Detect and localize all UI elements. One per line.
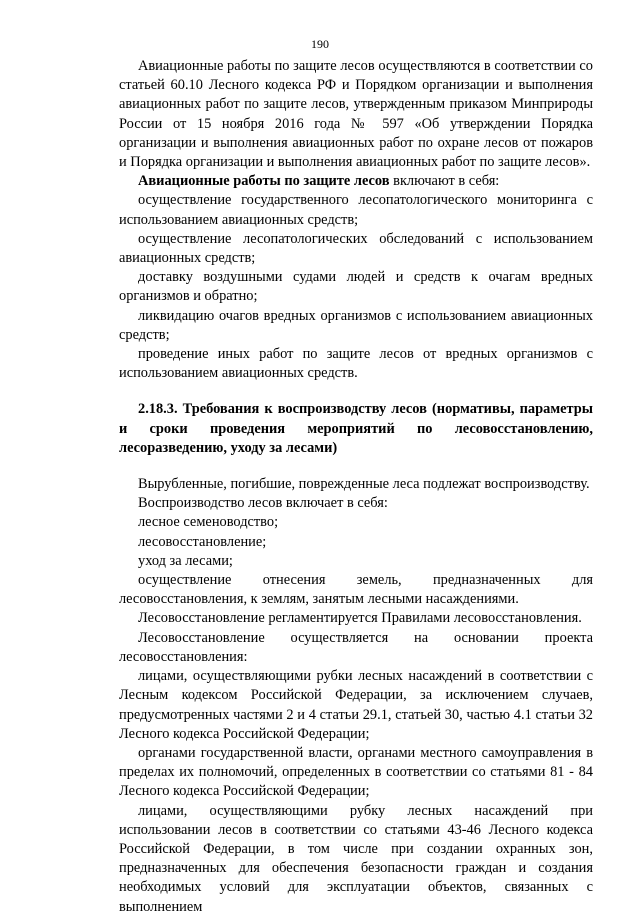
list-item-forest-care: уход за лесами; <box>138 552 233 569</box>
list-item-monitoring: осуществление государственного лесопатологического мониторинга с использованием авиационных средств; <box>119 192 593 228</box>
list-item-logging-persons: лицами, осуществляющими рубки лесных насаждений в соответствии с Лесным кодексом Российской Федерации, за исключением случаев, предусмотренных частями 2 и 4 статьи 29.1, статьей 30, частью 4.1 статьи 32 Лесного кодекса Российской Федерации; <box>119 668 593 742</box>
paragraph-reforestation-basis: Лесовосстановление осуществляется на основании проекта лесовосстановления: <box>119 629 593 665</box>
paragraph-reproduction-includes: Воспроизводство лесов включает в себя: <box>138 495 388 512</box>
list-item-forest-use-persons: лицами, осуществляющими рубку лесных насаждений при использовании лесов в соответствии со статьями 43-46 Лесного кодекса Российской Федерации, в том числе при создании охранных зон, предназначенных для обеспечения безопасности граждан и создания необходимых условий для эксплуатации объектов, связанных с выполнением <box>119 802 593 915</box>
section-heading-2-18-3: 2.18.3. Требования к воспроизводству лесов (нормативы, параметры и сроки проведения мероприятий по лесовосстановлению, лесоразведению, уходу за лесами) <box>119 401 593 456</box>
list-item-delivery: доставку воздушными судами людей и средств к очагам вредных организмов и обратно; <box>119 269 593 305</box>
list-item-land-assignment: осуществление отнесения земель, предназначенных для лесовосстановления, к землям, занятым лесными насаждениями. <box>119 572 593 608</box>
list-item-authorities: органами государственной власти, органами местного самоуправления в пределах их полномочий, определенных в соответствии со статьями 81 - 84 Лесного кодекса Российской Федерации; <box>119 744 593 800</box>
list-item-other-works: проведение иных работ по защите лесов от вредных организмов с использованием авиационных средств. <box>119 346 593 382</box>
document-body <box>119 57 593 917</box>
paragraph-reforestation-rules: Лесовосстановление регламентируется Правилами лесовосстановления. <box>138 610 582 627</box>
paragraph-aviation-works-include <box>119 172 593 191</box>
bold-term-aviation-works: Авиационные работы по защите лесов <box>138 173 390 190</box>
list-item-seed-production: лесное семеноводство; <box>138 514 279 531</box>
list-item-liquidation: ликвидацию очагов вредных организмов с использованием авиационных средств; <box>119 307 593 343</box>
paragraph-text: включают в себя: <box>389 173 500 190</box>
list-item-surveys: осуществление лесопатологических обследований с использованием авиационных средств; <box>119 230 593 267</box>
paragraph-reproduction-required: Вырубленные, погибшие, поврежденные леса подлежат воспроизводству. <box>138 476 590 493</box>
list-item-reforestation: лесовосстановление; <box>138 533 267 550</box>
paragraph-aviation-legal-basis: Авиационные работы по защите лесов осуществляются в соответствии со статьей 60.10 Лесного кодекса РФ и Порядком организации и выполнения авиационных работ по защите лесов, утвержденным приказом Минприроды России от 15 ноября 2016 года № 597 «Об утверждении Порядка организации и выполнения авиационных работ по охране лесов от пожаров и Порядка организации и выполнения авиационных работ по защите лесов». <box>119 58 593 171</box>
page-number: 190 <box>311 37 329 51</box>
